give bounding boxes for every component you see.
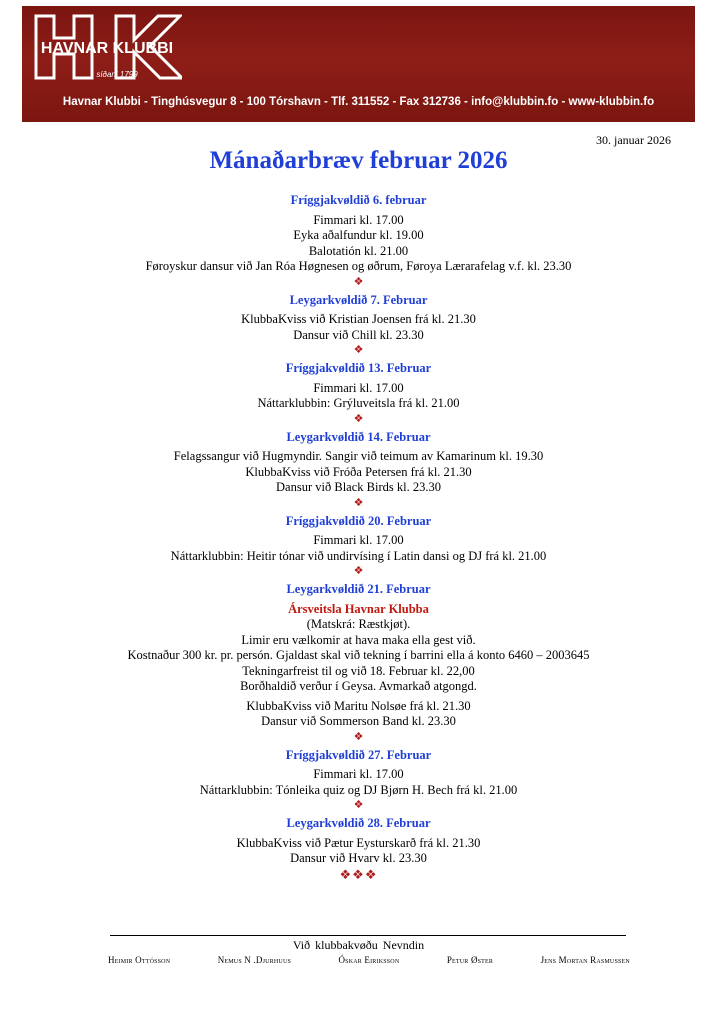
event-line: Dansur við Black Birds kl. 23.30 xyxy=(276,480,441,494)
club-logo xyxy=(32,12,182,82)
event-line: Fimmari kl. 17.00 xyxy=(313,767,404,781)
day-heading: Fríggjakvøldið 27. Februar xyxy=(285,747,432,762)
day-heading: Leygarkvøldið 14. Februar xyxy=(286,429,431,444)
logo-since: síðani 1799 xyxy=(96,70,138,79)
event-line: KlubbaKviss við Maritu Nolsøe frá kl. 21.30 xyxy=(246,698,471,713)
event-line: Náttarklubbin: Grýluveitsla frá kl. 21.00 xyxy=(257,396,460,410)
event-line: Náttarklubbin: Heitir tónar við undirvísing í Latin dansi og DJ frá kl. 21.00 xyxy=(170,548,547,563)
gala-line: Limir eru vælkomir at hava maka ella gest við. xyxy=(241,632,476,647)
separator-ornament: ❖ xyxy=(353,412,364,425)
contact-line: Havnar Klubbi - Tinghúsvegur 8 - 100 Tórshavn - Tlf. 311552 - Fax 312736 - info@klubbin.fo - www-klubbin.fo xyxy=(62,96,655,108)
separator-ornament: ❖ xyxy=(353,496,364,509)
day-heading: Leygarkvøldið 21. Februar xyxy=(286,582,431,596)
signer-name: Óskar Eiriksson xyxy=(338,955,400,965)
signer-name: Jens Mortan Rasmussen xyxy=(540,955,630,965)
day-heading: Fríggjakvøldið 6. februar xyxy=(290,193,427,207)
day-heading: Leygarkvøldið 28. Februar xyxy=(286,816,431,830)
event-line: Dansur við Sommerson Band kl. 23.30 xyxy=(261,714,456,728)
gala-line: Tekningarfreist til og við 18. Februar kl. 22,00 xyxy=(242,663,475,678)
separator-ornament: ❖ xyxy=(353,275,364,288)
event-line: KlubbaKviss við Pætur Eysturskarð frá kl. 21.30 xyxy=(236,835,481,850)
event-line: Dansur við Chill kl. 23.30 xyxy=(293,327,424,342)
event-line: Felagssangur við Hugmyndir. Sangir við teimum av Kamarinum kl. 19.30 xyxy=(173,449,544,463)
event-line: KlubbaKviss við Fróða Petersen frá kl. 21.30 xyxy=(245,464,472,479)
event-line: Fimmari kl. 17.00 xyxy=(313,533,404,547)
separator-ornament: ❖ xyxy=(353,730,364,743)
header-banner xyxy=(22,6,695,122)
footer-divider xyxy=(110,935,626,936)
event-line: Fimmari kl. 17.00 xyxy=(313,212,404,227)
separator-ornament: ❖ xyxy=(353,565,364,577)
closing-line: Við klubbakvøðu Nevndin xyxy=(292,938,425,952)
event-line: Náttarklubbin: Tónleika quiz og DJ Bjørn H. Bech frá kl. 21.00 xyxy=(199,782,518,797)
gala-title: Ársveitsla Havnar Klubba xyxy=(288,601,429,616)
program-list xyxy=(0,191,717,883)
signer-name: Petur Øster xyxy=(446,955,494,965)
day-heading: Leygarkvøldið 7. Februar xyxy=(289,292,428,307)
event-line: Fimmari kl. 17.00 xyxy=(313,380,404,395)
gala-line: Borðhaldið verður í Geysa. Avmarkað atgongd. xyxy=(240,679,477,693)
gala-line: Kostnaður 300 kr. pr. persón. Gjaldast skal við tekning í barrini ella á konto 6460 – 2003645 xyxy=(127,648,590,662)
signers-list xyxy=(108,955,630,965)
gala-line: (Matskrá: Ræstkjøt). xyxy=(306,617,411,631)
letter-date: 30. januar 2026 xyxy=(596,133,671,147)
event-line: Dansur við Hvarv kl. 23.30 xyxy=(290,851,427,865)
end-ornament: ❖❖❖ xyxy=(339,866,378,882)
event-line: Balotatión kl. 21.00 xyxy=(308,243,409,258)
page-title: Mánaðarbræv februar 2026 xyxy=(209,147,508,174)
event-line: Føroyskur dansur við Jan Róa Høgnesen og øðrum, Føroya Lærarafelag v.f. kl. 23.30 xyxy=(145,259,572,273)
day-heading: Fríggjakvøldið 20. Februar xyxy=(285,513,432,528)
separator-ornament: ❖ xyxy=(353,344,364,356)
signer-name: Heimir Ottósson xyxy=(108,955,171,965)
logo-wordmark: HAVNAR KLUBBI xyxy=(40,40,174,57)
event-line: Eyka aðalfundur kl. 19.00 xyxy=(293,228,424,242)
day-heading: Fríggjakvøldið 13. Februar xyxy=(285,361,432,375)
event-line: KlubbaKviss við Kristian Joensen frá kl. 21.30 xyxy=(241,312,476,326)
signer-name: Nemus N .Djurhuus xyxy=(217,955,292,965)
separator-ornament: ❖ xyxy=(353,799,364,811)
